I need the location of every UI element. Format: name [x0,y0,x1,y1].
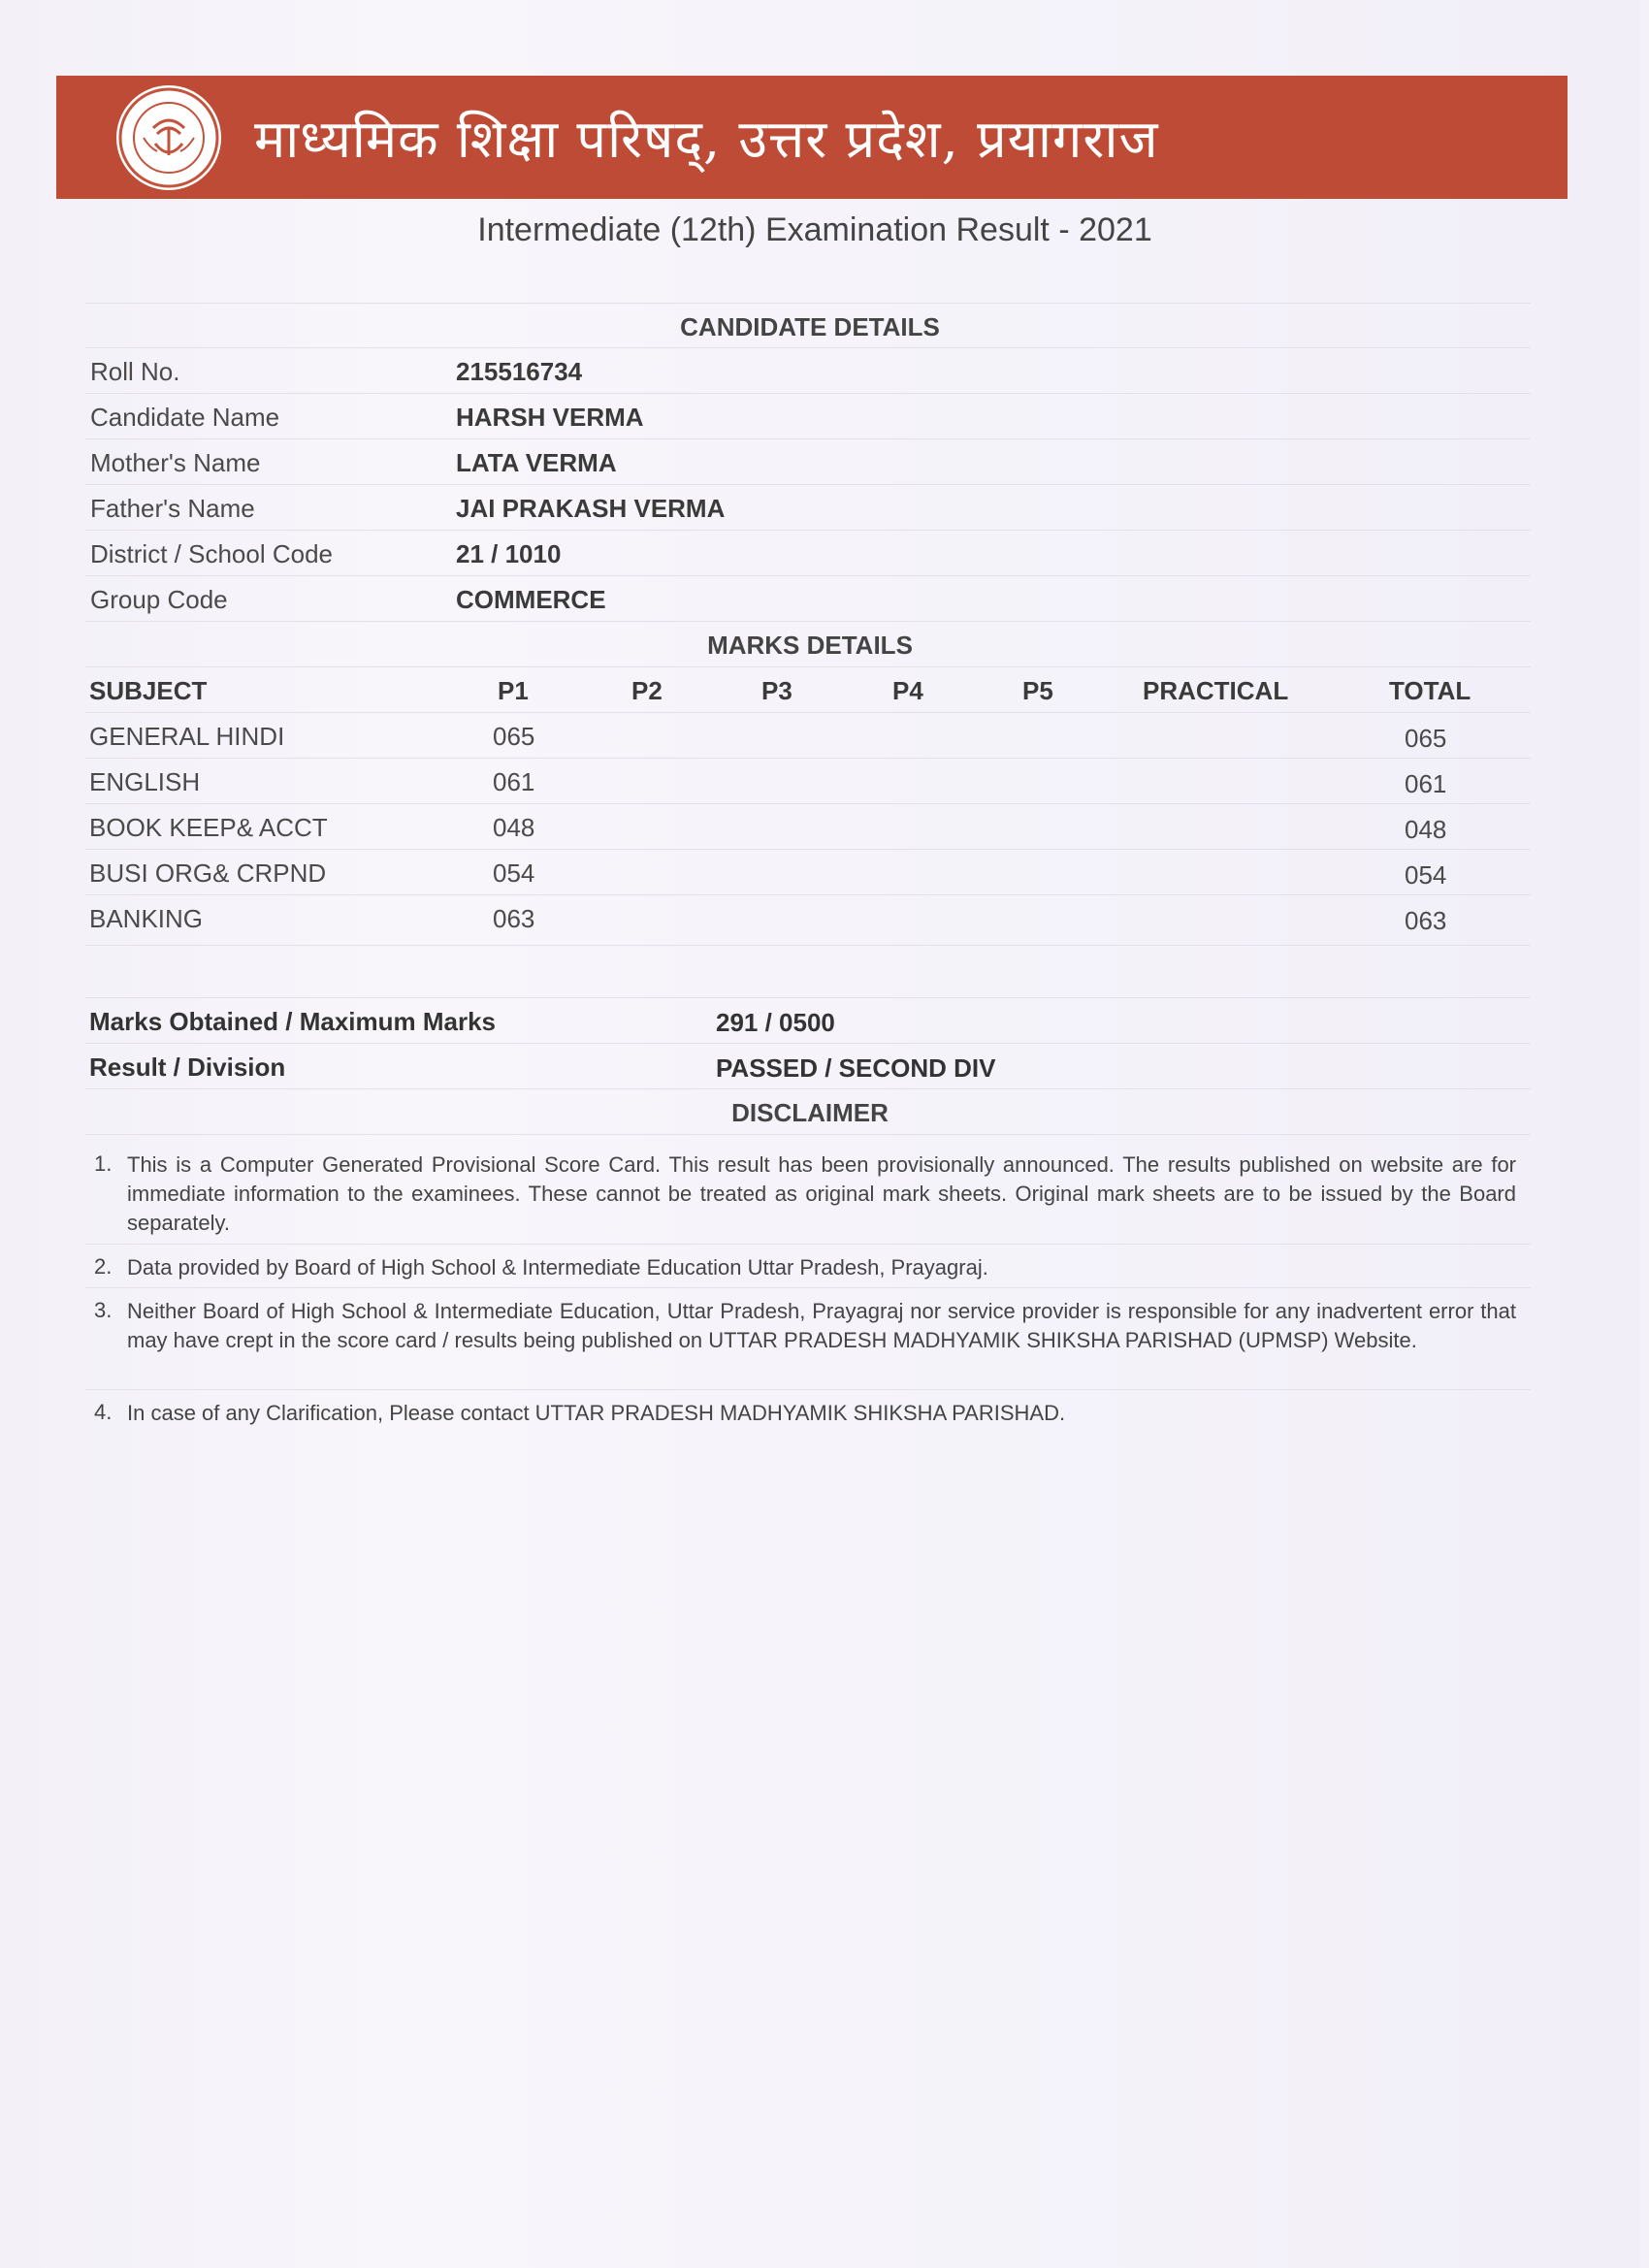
total-mark: 063 [1405,906,1447,935]
total-mark: 054 [1405,860,1447,890]
divider [85,1389,1531,1390]
divider [85,347,1531,348]
candidate-name-value: HARSH VERMA [456,403,644,432]
mother-name-value: LATA VERMA [456,448,617,477]
father-name-label: Father's Name [90,494,255,523]
disclaimer-text: This is a Computer Generated Provisional Score Card. This result has been provisionally announced. The results published on website are for immediate information to the examinees. These cannot be treated as original mark sheets. Original mark sheets are to be issued by the Board separately. [127,1152,1516,1235]
disclaimer-number: 1. [94,1151,113,1176]
divider [85,621,1531,622]
roll-no-label: Roll No. [90,357,180,386]
disclaimer-number: 2. [94,1254,113,1279]
mother-name-label: Mother's Name [90,448,261,477]
school-code-value: 21 / 1010 [456,539,562,568]
marks-obtained-value: 291 / 0500 [716,1008,835,1037]
divider [85,393,1531,394]
school-code-label: District / School Code [90,539,333,568]
col-header-p4: P4 [892,676,923,705]
divider [85,530,1531,531]
group-code-value: COMMERCE [456,585,606,614]
col-header-practical: PRACTICAL [1143,676,1289,705]
subject-name: GENERAL HINDI [89,722,285,751]
total-mark: 061 [1405,769,1447,798]
col-header-subject: SUBJECT [89,676,208,705]
divider [85,758,1531,759]
p1-mark: 048 [493,813,535,842]
col-header-p5: P5 [1022,676,1053,705]
divider [85,712,1531,713]
board-hindi-title: माध्यमिक शिक्षा परिषद्, उत्तर प्रदेश, प्रयागराज [254,109,1159,170]
total-mark: 048 [1405,815,1447,844]
divider [85,1134,1531,1135]
subject-name: BOOK KEEP& ACCT [89,813,328,842]
divider [85,575,1531,576]
group-code-label: Group Code [90,585,228,614]
p1-mark: 065 [493,722,535,751]
divider [85,894,1531,895]
subject-name: ENGLISH [89,767,201,796]
roll-no-value: 215516734 [456,357,583,386]
divider [85,1287,1531,1288]
col-header-p1: P1 [498,676,529,705]
disclaimer-number: 3. [94,1298,113,1322]
divider [85,803,1531,804]
p1-mark: 061 [493,767,535,796]
board-emblem-icon [114,83,223,192]
disclaimer-text: In case of any Clarification, Please contact UTTAR PRADESH MADHYAMIK SHIKSHA PARISHAD. [127,1401,1066,1425]
divider [85,666,1531,667]
divider [85,1088,1531,1089]
divider [85,849,1531,850]
p1-mark: 054 [493,859,535,888]
divider [85,1244,1531,1245]
candidate-section-title: CANDIDATE DETAILS [680,312,940,341]
p1-mark: 063 [493,904,535,933]
col-header-p2: P2 [631,676,663,705]
disclaimer-number: 4. [94,1400,113,1424]
subject-name: BUSI ORG& CRPND [89,859,327,888]
candidate-name-label: Candidate Name [90,403,280,432]
total-mark: 065 [1405,724,1447,753]
result-division-label: Result / Division [89,1053,286,1082]
col-header-p3: P3 [761,676,792,705]
exam-title: Intermediate (12th) Examination Result - 2021 [477,211,1152,248]
disclaimer-title: DISCLAIMER [731,1098,889,1127]
divider [85,303,1531,304]
subject-name: BANKING [89,904,204,933]
divider [85,945,1531,946]
father-name-value: JAI PRAKASH VERMA [456,494,726,523]
disclaimer-text: Neither Board of High School & Intermediate Education, Uttar Pradesh, Prayagraj nor service provider is responsible for any inadvertent error that may have crept in the score card / results being published on UTTAR PRADESH MADHYAMIK SHIKSHA PARISHAD (UPMSP) Website. [127,1299,1516,1352]
col-header-total: TOTAL [1389,676,1471,705]
marks-obtained-label: Marks Obtained / Maximum Marks [89,1007,497,1036]
divider [85,438,1531,439]
marks-section-title: MARKS DETAILS [707,631,913,660]
divider [85,484,1531,485]
divider [85,1043,1531,1044]
disclaimer-text: Data provided by Board of High School & Intermediate Education Uttar Pradesh, Prayagraj. [127,1255,988,1280]
divider [85,997,1531,998]
result-division-value: PASSED / SECOND DIV [716,1053,996,1083]
